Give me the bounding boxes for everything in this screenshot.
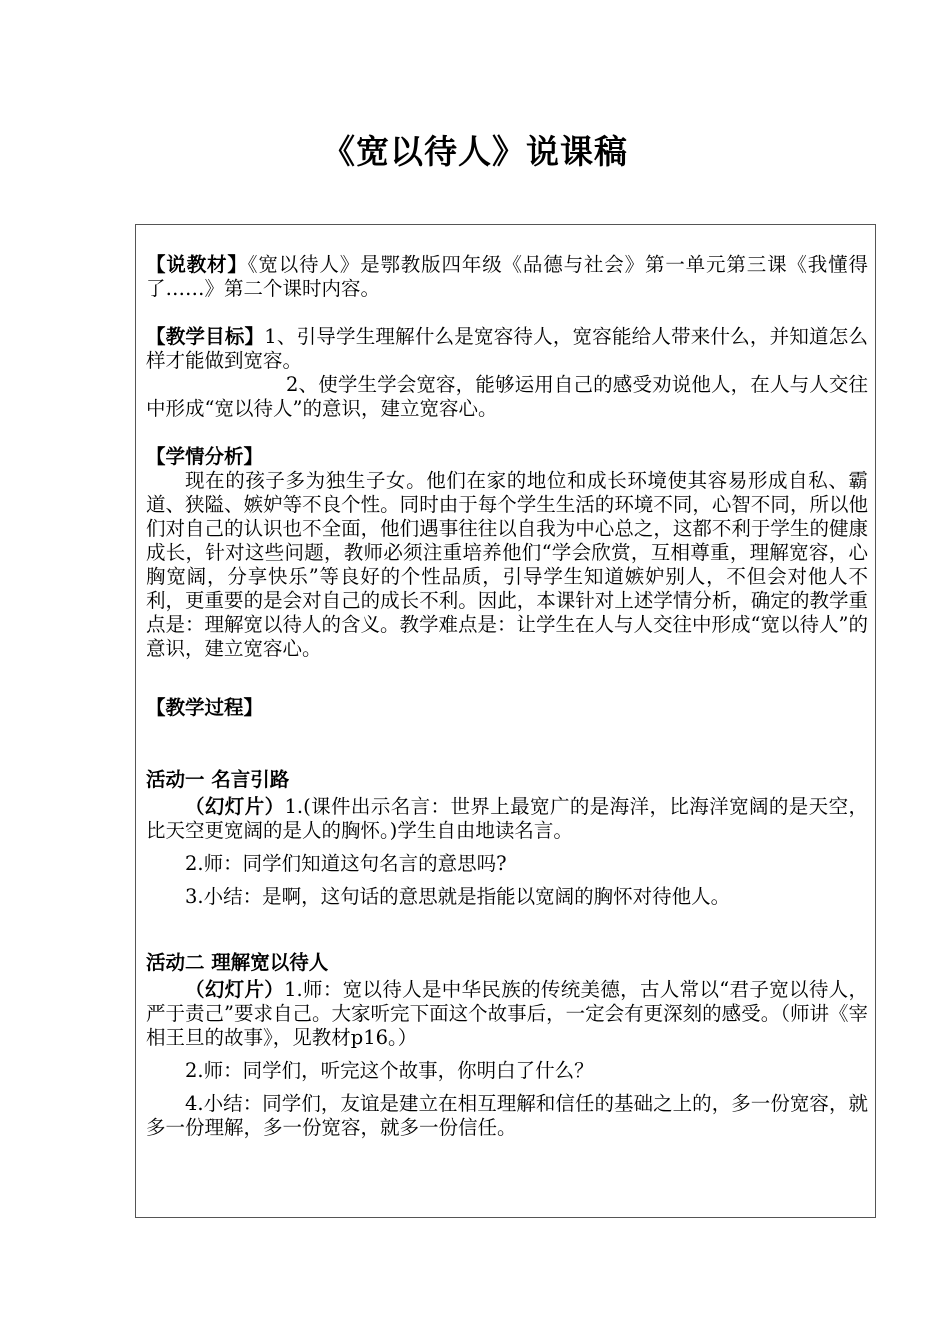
textbook-text: 《宽以待人》是鄂教版四年级《品德与社会》第一单元第三课《我懂得了……》第二个课时内容。 xyxy=(146,253,868,300)
activity2-item3: 4.小结：同学们，友谊是建立在相互理解和信任的基础之上的，多一份宽容，就多一份理解，多一份宽容，就多一份信任。 xyxy=(146,1092,868,1139)
analysis-text: 现在的孩子多为独生子女。他们在家的地位和成长环境使其容易形成自私、霸道、狭隘、嫉妒等不良个性。同时由于每个学生生活的环境不同，心智不同，所以他们对自己的认识也不全面，他们遇事往往以自我为中心总之，这都不利于学生的健康成长，针对这些问题，教师必须注重培养他们“学会欣赏，互相尊重，理解宽容，心胸宽阔，分享快乐”等良好的个性品质，引导学生知道嫉妒别人，不但会对他人不利，更重要的是会对自己的成长不利。因此，本课针对上述学情分析，确定的教学重点是：理解宽以待人的含义。教学难点是：让学生在人与人交往中形成“宽以待人”的意识，建立宽容心。 xyxy=(146,469,868,660)
textbook-label: 【说教材】 xyxy=(146,253,248,276)
activity2-heading: 活动二 理解宽以待人 xyxy=(146,951,329,974)
activity1-item3: 3.小结：是啊，这句话的意思就是指能以宽阔的胸怀对待他人。 xyxy=(185,885,731,908)
textbook-paragraph xyxy=(146,253,868,301)
page-title: 《宽以待人》说课稿 xyxy=(322,132,628,171)
activity2-slide-label: （幻灯片） xyxy=(185,978,285,1001)
content-box xyxy=(135,224,876,1218)
activity1-heading: 活动一 名言引路 xyxy=(146,768,290,791)
activity2-item1-paragraph xyxy=(146,978,868,1050)
goals-paragraph xyxy=(146,325,868,373)
document-body xyxy=(146,253,868,1140)
goal-1: 1、引导学生理解什么是宽容待人，宽容能给人带来什么，并知道怎么样才能做到宽容。 xyxy=(146,325,868,372)
activity1-item1: 1.(课件出示名言：世界上最宽广的是海洋，比海洋宽阔的是天空，比天空更宽阔的是人的胸怀。)学生自由地读名言。 xyxy=(146,795,868,842)
activity1-item2: 2.师：同学们知道这句名言的意思吗? xyxy=(185,852,507,875)
process-label: 【教学过程】 xyxy=(146,696,264,719)
goal-2: 2、使学生学会宽容，能够运用自己的感受劝说他人，在人与人交往中形成“宽以待人”的意识，建立宽容心。 xyxy=(146,373,868,420)
goals-label: 【教学目标】 xyxy=(146,325,265,348)
activity2-item1: 1.师：宽以待人是中华民族的传统美德，古人常以“君子宽以待人，严于责己”要求自己。大家听完下面这个故事后，一定会有更深刻的感受。（师讲《宰相王旦的故事》，见教材p16。） xyxy=(146,978,868,1049)
activity2-item2: 2.师：同学们，听完这个故事，你明白了什么？ xyxy=(185,1059,594,1082)
activity1-slide-label: （幻灯片） xyxy=(185,795,285,818)
analysis-label: 【学情分析】 xyxy=(146,445,264,468)
activity1-item1-paragraph xyxy=(146,795,868,843)
